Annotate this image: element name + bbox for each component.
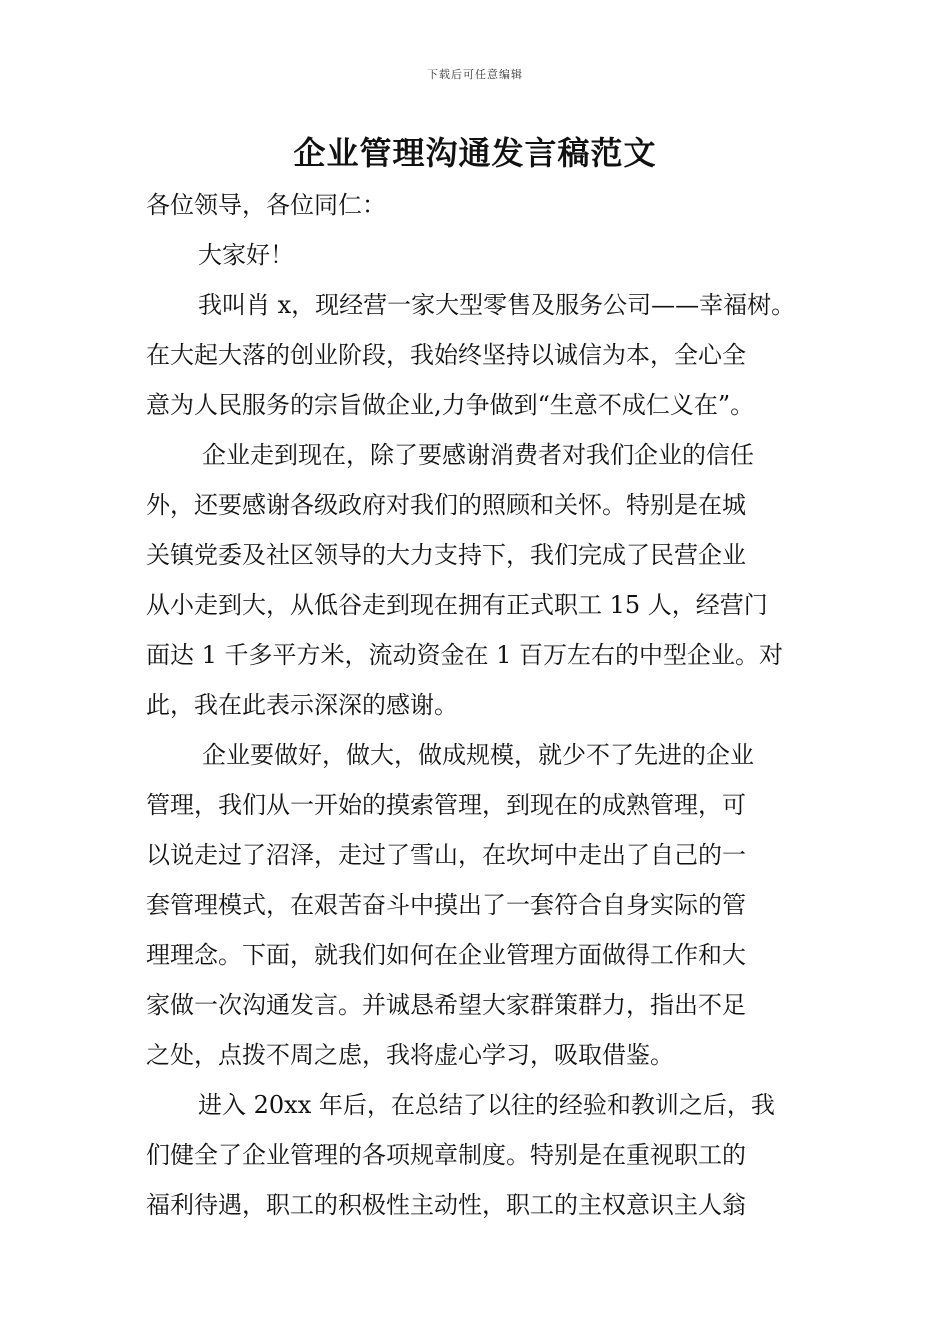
paragraph-line: 意为人民服务的宗旨做企业,力争做到“生意不成仁义在”。	[146, 391, 755, 419]
greeting-line: 大家好！	[198, 241, 294, 269]
salutation-line: 各位领导，各位同仁：	[146, 191, 386, 219]
paragraph-line: 家做一次沟通发言。并诚恳希望大家群策群力，指出不足	[146, 991, 746, 1019]
paragraph-line: 我叫肖 x，现经营一家大型零售及服务公司——幸福树。	[198, 291, 796, 319]
paragraph-line: 理理念。下面，就我们如何在企业管理方面做得工作和大	[146, 941, 746, 969]
paragraph-line: 套管理模式，在艰苦奋斗中摸出了一套符合自身实际的管	[146, 891, 746, 919]
paragraph-line: 外，还要感谢各级政府对我们的照顾和关怀。特别是在城	[146, 491, 746, 519]
document-body	[146, 180, 812, 1230]
document-title: 企业管理沟通发言稿范文	[293, 134, 657, 172]
paragraph-line: 在大起大落的创业阶段，我始终坚持以诚信为本，全心全	[146, 341, 746, 369]
paragraph-line: 进入 20xx 年后，在总结了以往的经验和教训之后，我	[198, 1091, 775, 1119]
paragraph-line: 从小走到大，从低谷走到现在拥有正式职工 15 人，经营门	[146, 591, 768, 619]
paragraph-line: 关镇党委及社区领导的大力支持下，我们完成了民营企业	[146, 541, 746, 569]
paragraph-line: 之处，点拨不周之虑，我将虚心学习，吸取借鉴。	[146, 1041, 674, 1069]
paragraph-line: 以说走过了沼泽，走过了雪山，在坎坷中走出了自己的一	[146, 841, 746, 869]
header-note: 下载后可任意编辑	[427, 68, 523, 81]
paragraph-line: 管理，我们从一开始的摸索管理，到现在的成熟管理，可	[146, 791, 746, 819]
paragraph-line: 企业要做好，做大，做成规模，就少不了先进的企业	[202, 741, 754, 769]
paragraph-line: 福利待遇，职工的积极性主动性，职工的主权意识主人翁	[146, 1191, 746, 1219]
paragraph-line: 们健全了企业管理的各项规章制度。特别是在重视职工的	[146, 1141, 746, 1169]
paragraph-line: 面达 1 千多平方米，流动资金在 1 百万左右的中型企业。对	[146, 641, 784, 669]
paragraph-line: 企业走到现在，除了要感谢消费者对我们企业的信任	[202, 441, 754, 469]
paragraph-line: 此，我在此表示深深的感谢。	[146, 691, 458, 719]
